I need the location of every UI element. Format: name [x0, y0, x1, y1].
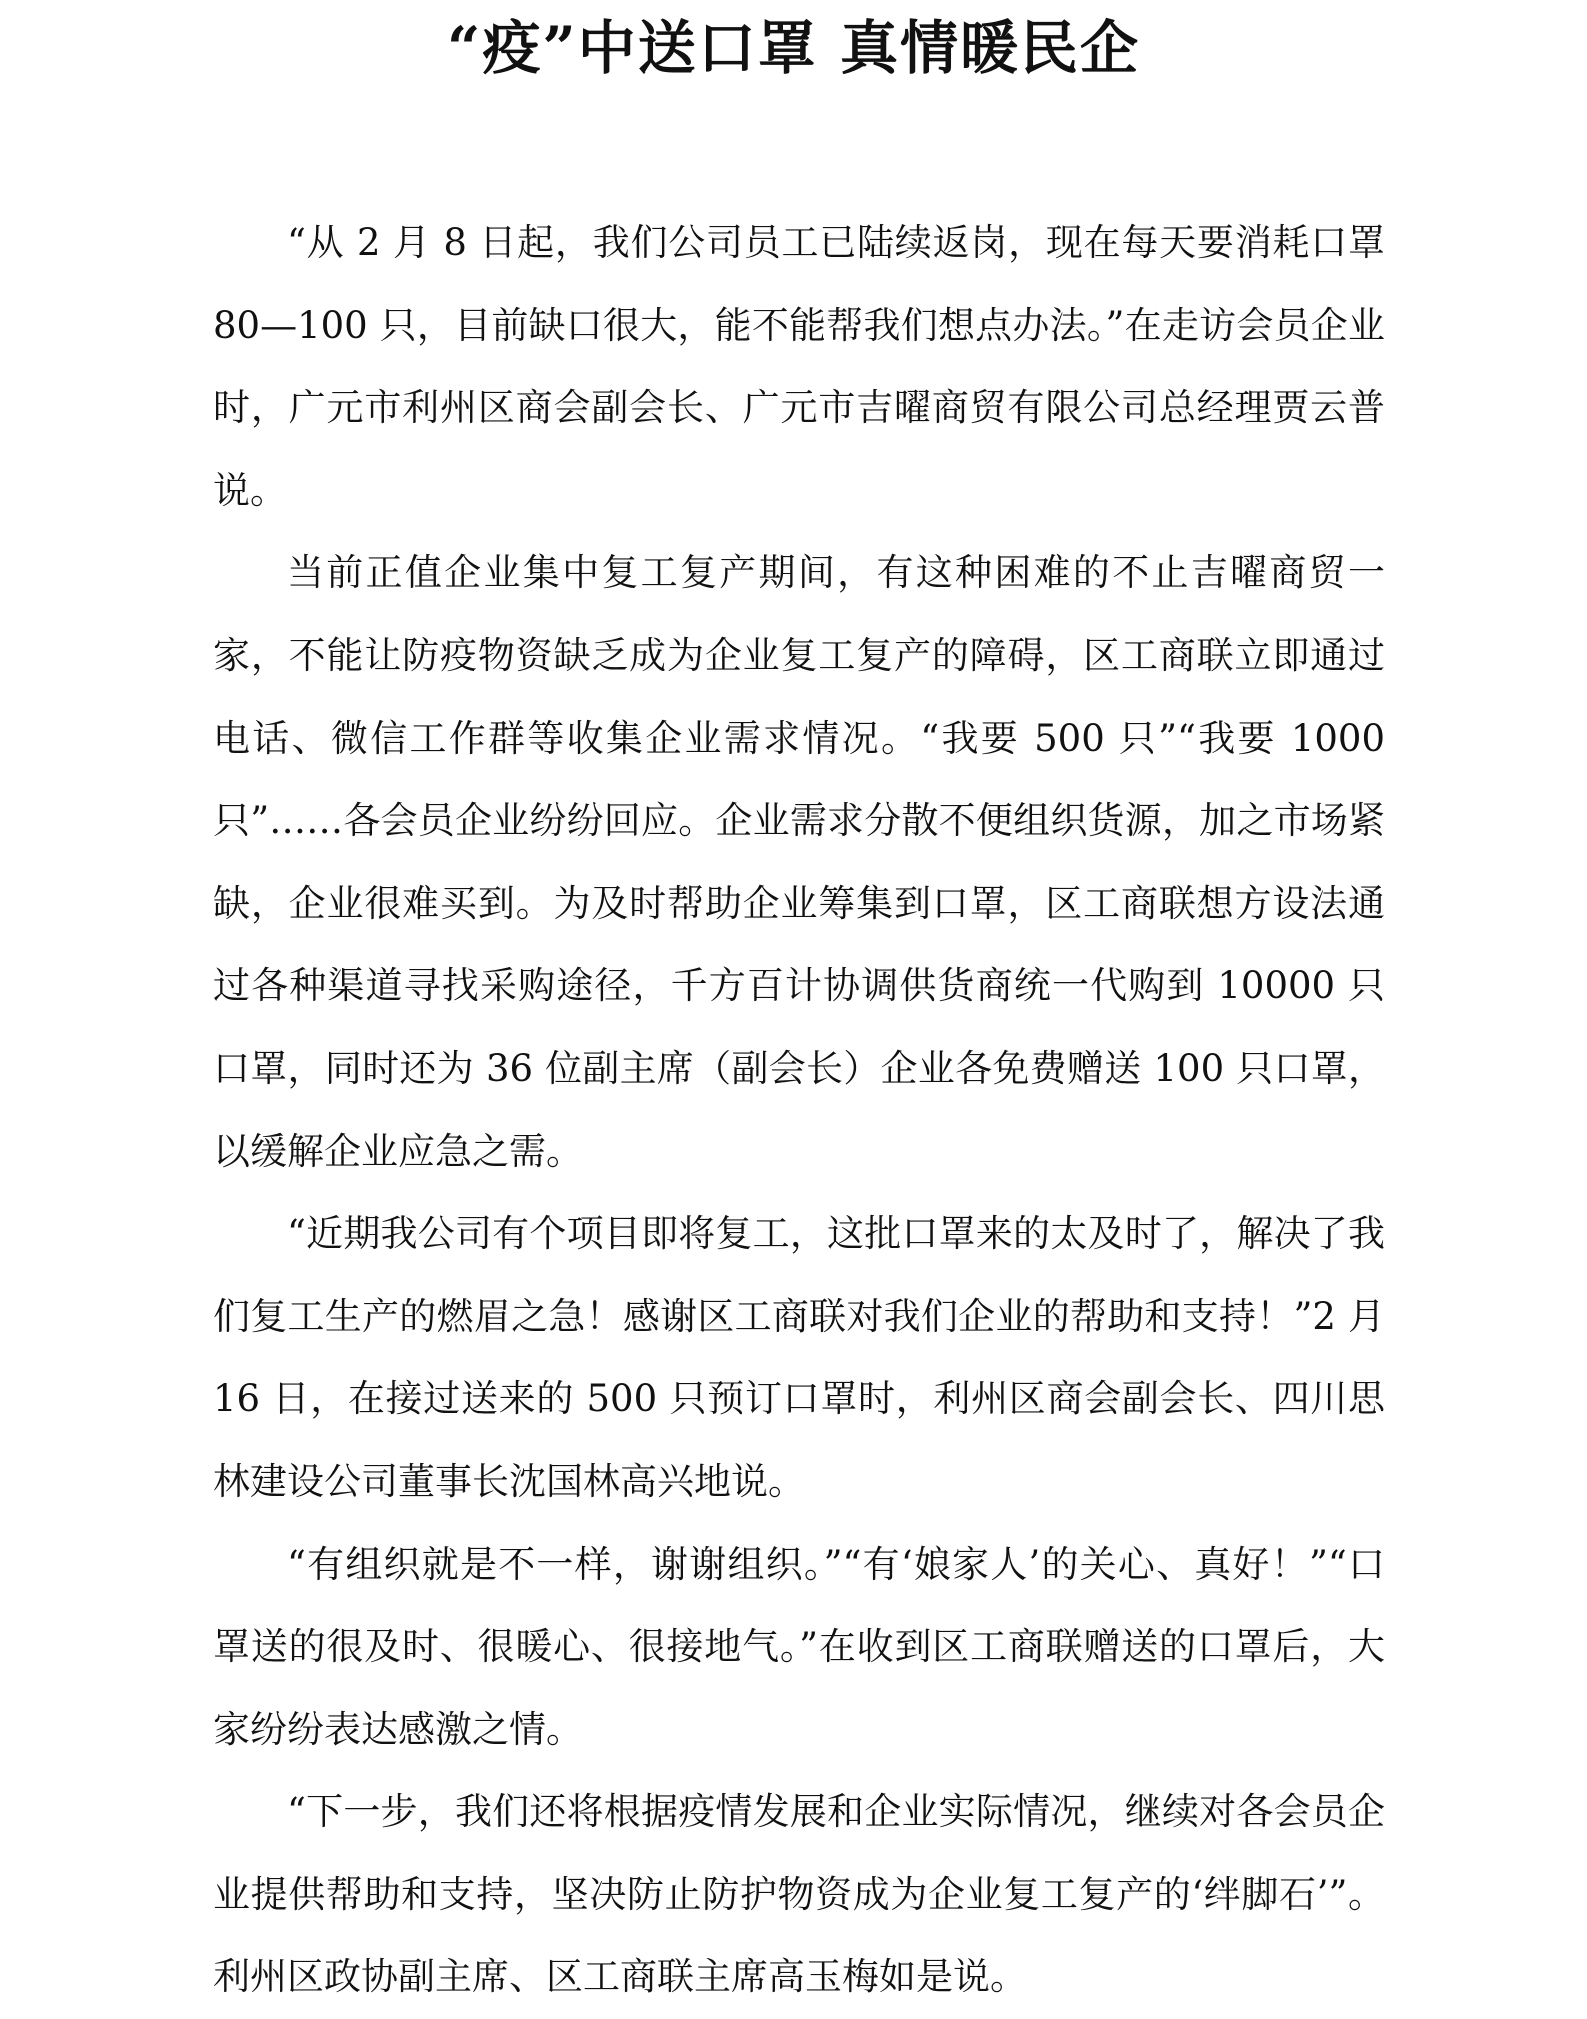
paragraph: 当前正值企业集中复工复产期间，有这种困难的不止吉曜商贸一家，不能让防疫物资缺乏成为企业复工复产的障碍，区工商联立即通过电话、微信工作群等收集企业需求情况。“我要 500 只”“我要 1000 只”……各会员企业纷纷回应。企业需求分散不便组织货源，加之市场紧缺，企业很难买到。为及时帮助企业筹集到口罩，区工商联想方设法通过各种渠道寻找采购途径，千方百计协调供货商统一代购到 10000 只口罩，同时还为 36 位副主席（副会长）企业各免费赠送 100 只口罩，以缓解企业应急之需。 [213, 551, 1386, 1173]
document-title: “疫”中送口罩 真情暖民企 [447, 14, 1140, 82]
paragraph: “有组织就是不一样，谢谢组织。”“有‘娘家人’的关心、真好！”“口罩送的很及时、很暖心、很接地气。”在收到区工商联赠送的口罩后，大家纷纷表达感激之情。 [213, 1542, 1385, 1751]
paragraph: “下一步，我们还将根据疫情发展和企业实际情况，继续对各会员企业提供帮助和支持，坚决防止防护物资成为企业复工复产的‘绊脚石’”。利州区政协副主席、区工商联主席高玉梅如是说。 [213, 1790, 1385, 1999]
paragraph: “从 2 月 8 日起，我们公司员工已陆续返岗，现在每天要消耗口罩 80—100 只，目前缺口很大，能不能帮我们想点办法。”在走访会员企业时，广元市利州区商会副会长、广元市吉曜商贸有限公司总经理贾云普说。 [213, 221, 1385, 512]
paragraph: “近期我公司有个项目即将复工，这批口罩来的太及时了，解决了我们复工生产的燃眉之急！感谢区工商联对我们企业的帮助和支持！”2 月 16 日，在接过送来的 500 只预订口罩时，利州区商会副会长、四川思林建设公司董事长沈国林高兴地说。 [213, 1212, 1385, 1503]
document-body [213, 202, 1385, 2019]
